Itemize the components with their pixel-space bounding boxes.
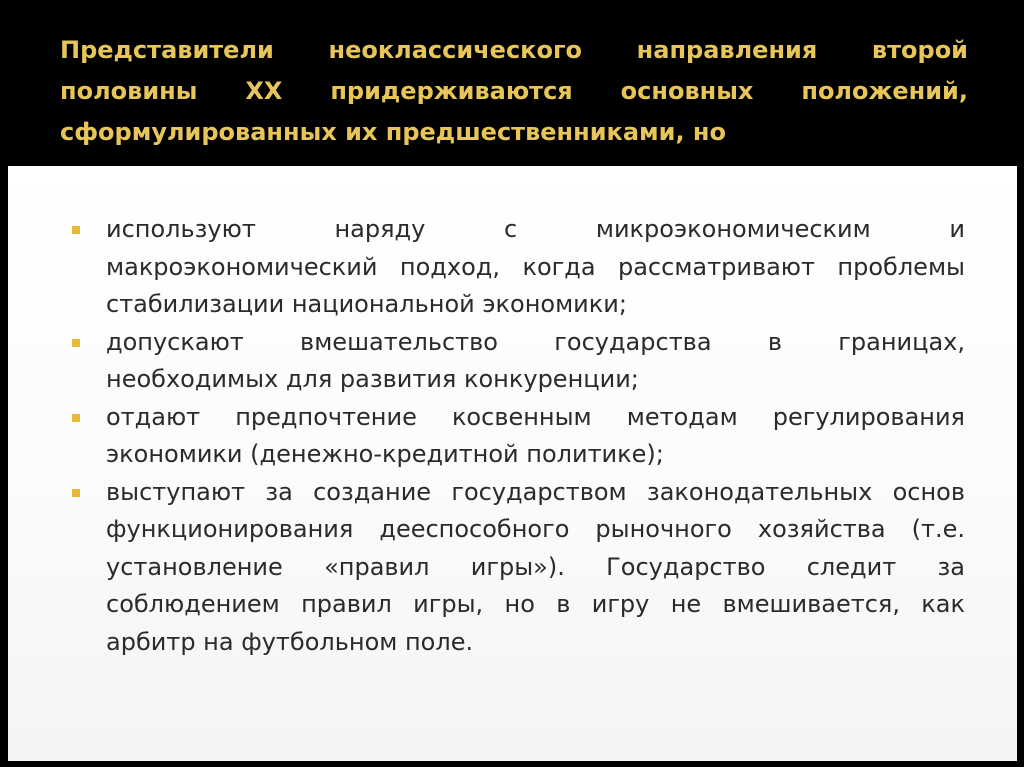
bullet-text-line: макроэкономический подход, когда рассматривают проблемы xyxy=(106,252,965,281)
bullet-list xyxy=(72,211,965,661)
bullet-text-line: используют наряду с микроэкономическим и xyxy=(106,215,965,243)
bullet-text-line: экономики (денежно-кредитной политике); xyxy=(106,440,664,468)
bullet-item-indirect-regulation xyxy=(72,399,965,474)
slide-title xyxy=(60,30,968,153)
slide-content-panel xyxy=(8,166,1017,761)
square-bullet-icon xyxy=(72,339,80,347)
slide-title-line: половины XX придерживаются основных положений, xyxy=(60,77,968,105)
bullet-text-line: выступают за создание государством законодательных основ xyxy=(106,477,965,506)
bullet-text-line: стабилизации национальной экономики; xyxy=(106,290,627,318)
bullet-text-line: отдают предпочтение косвенным методам регулирования xyxy=(106,402,965,431)
bullet-item-state-intervention xyxy=(72,324,965,399)
square-bullet-icon xyxy=(72,489,80,497)
bullet-text-line: необходимых для развития конкуренции; xyxy=(106,365,639,393)
bullet-text-line: арбитр на футбольном поле. xyxy=(106,627,474,656)
slide-title-line: Представители неоклассического направления второй xyxy=(60,36,968,64)
bullet-text-line: допускают вмешательство государства в границах, xyxy=(106,327,965,356)
bullet-text-line: установление «правил игры»). Государство следит за xyxy=(106,552,965,581)
square-bullet-icon xyxy=(72,226,80,234)
square-bullet-icon xyxy=(72,414,80,422)
bullet-text-line: функционирования дееспособного рыночного хозяйства (т.е. xyxy=(106,515,965,543)
bullet-item-legal-foundations xyxy=(72,474,965,662)
bullet-item-microeconomic-approach xyxy=(72,211,965,324)
slide-title-bar xyxy=(0,0,1024,158)
slide-title-line: сформулированных их предшественниками, но xyxy=(60,118,726,146)
bullet-text-line: соблюдением правил игры, но в игру не вмешивается, как xyxy=(106,590,965,618)
